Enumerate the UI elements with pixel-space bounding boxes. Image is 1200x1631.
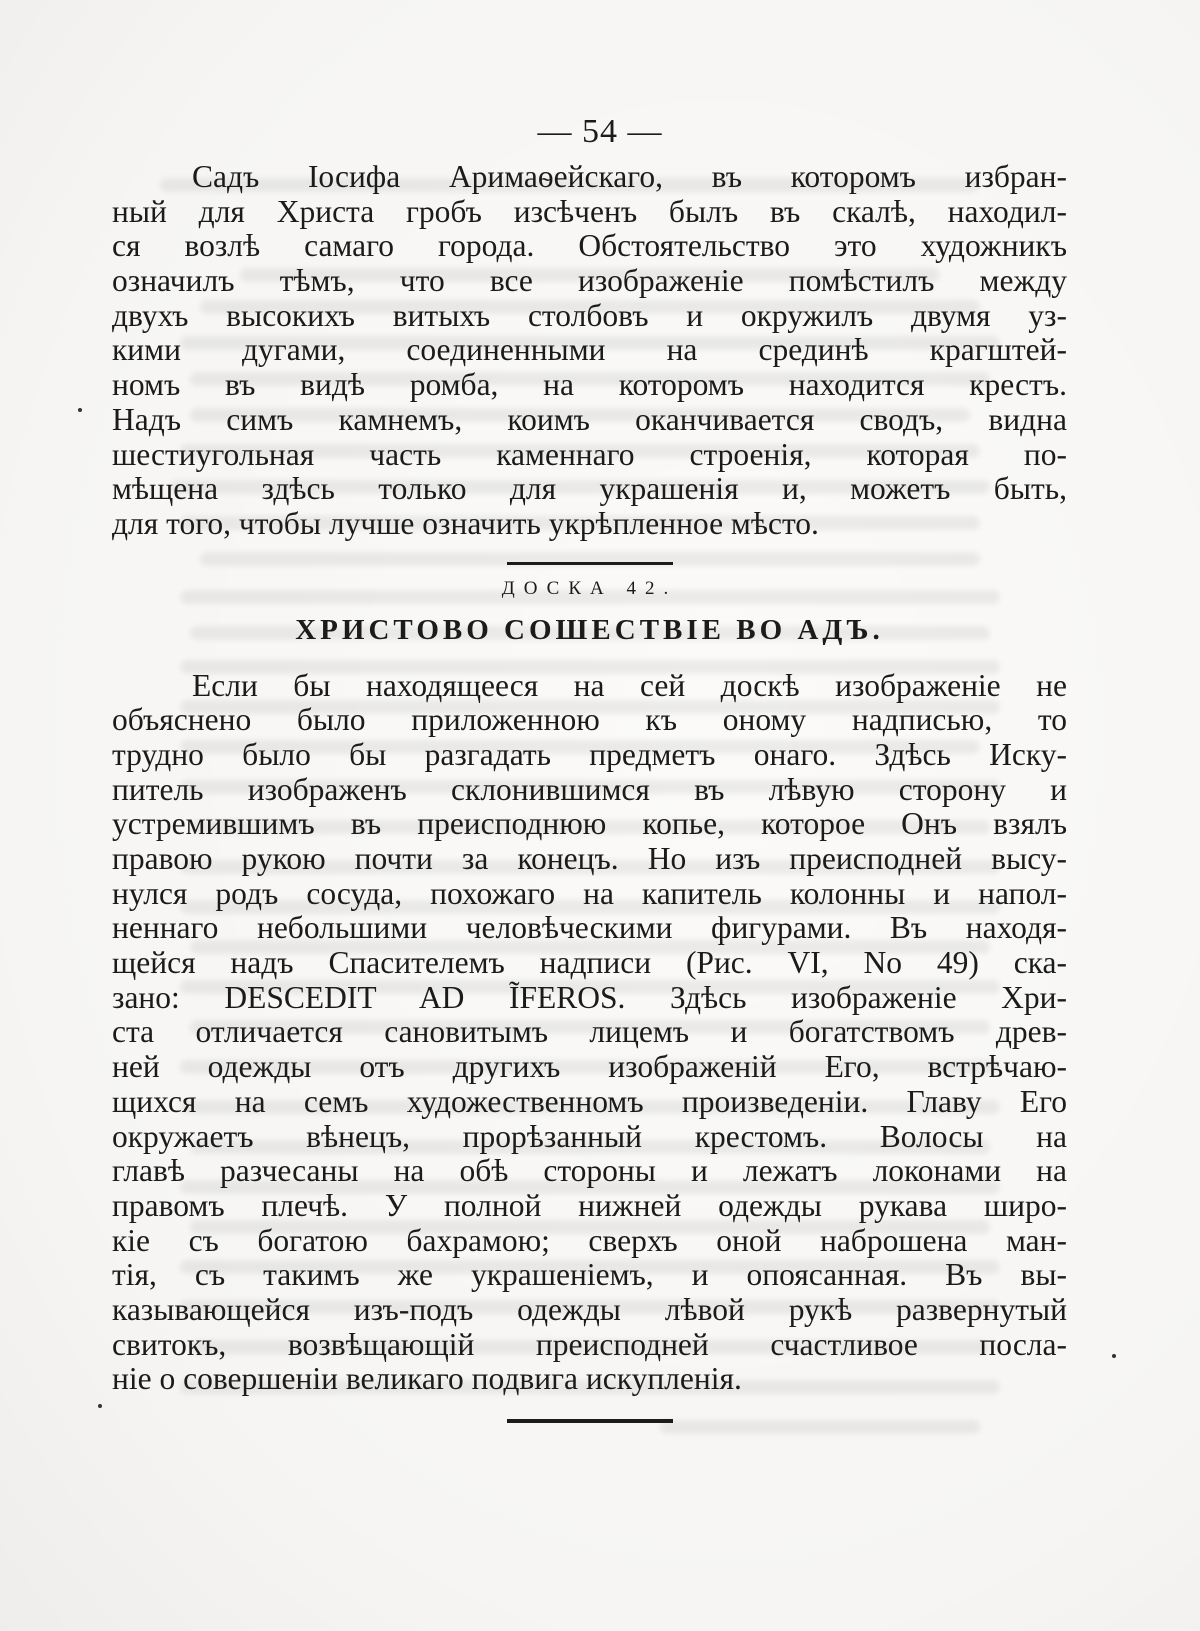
text-line: мѣщена здѣсь только для украшенія и, можетъ быть,: [112, 471, 1067, 507]
text-line: ся возлѣ самаго города. Обстоятельство это художникъ: [112, 228, 1067, 264]
text-line: Надъ симъ камнемъ, коимъ оканчивается сводъ, видна: [112, 401, 1067, 437]
text-line: окружаетъ вѣнецъ, прорѣзанный крестомъ. Волосы на: [112, 1118, 1067, 1154]
text-line: устремившимъ въ преисподнюю копье, которое Онъ взялъ: [112, 806, 1067, 842]
text-line: номъ въ видѣ ромба, на которомъ находится крестъ.: [112, 367, 1067, 403]
text-line: кими дугами, соединенными на срединѣ крагштей-: [112, 332, 1067, 368]
plate-label: ДОСКА 42.: [501, 577, 678, 599]
text-line: двухъ высокихъ витыхъ столбовъ и окружилъ двумя уз-: [112, 297, 1067, 333]
paragraph-joseph-garden: [112, 160, 1067, 542]
section-title: ХРИСТОВО СОШЕСТВІЕ ВО АДЪ.: [295, 613, 884, 646]
text-line: трудно было бы разгадать предметъ онаго. Здѣсь Иску-: [112, 736, 1067, 772]
text-line: свитокъ, возвѣщающій преисподней счастливое посла-: [112, 1326, 1067, 1362]
text-line: означилъ тѣмъ, что все изображеніе помѣстилъ между: [112, 263, 1067, 299]
text-line: нулся родъ сосуда, похожаго на капитель колонны и напол-: [112, 875, 1067, 911]
stray-ink-mark: [1112, 1354, 1116, 1358]
text-line: для того, чтобы лучше означить укрѣпленное мѣсто.: [112, 505, 819, 541]
page-body: [112, 160, 1067, 1423]
stray-ink-mark: [78, 408, 82, 412]
text-line: ней одежды отъ другихъ изображеній Его, встрѣчаю-: [112, 1049, 1067, 1085]
text-line: Садъ Іосифа Аримаѳейскаго, въ которомъ избран-: [192, 159, 1067, 194]
stray-ink-mark: [98, 1404, 102, 1408]
text-line: щихся на семъ художественномъ произведеніи. Главу Его: [112, 1083, 1067, 1119]
text-line: шестиугольная часть каменнаго строенія, которая по-: [112, 436, 1067, 472]
text-line: казывающейся изъ-подъ одежды лѣвой рукѣ развернутый: [112, 1291, 1067, 1327]
text-line: ніе о совершеніи великаго подвига искупленія.: [112, 1361, 742, 1397]
end-divider: [507, 1419, 673, 1423]
text-line: правою рукою почти за конецъ. Но изъ преисподней высу-: [112, 841, 1067, 876]
text-line: тія, съ такимъ же украшеніемъ, и опоясанная. Въ вы-: [112, 1257, 1067, 1293]
page-number: — 54 —: [537, 113, 663, 150]
text-line: кіе съ богатою бахрамою; сверхъ оной наброшена ман-: [112, 1222, 1067, 1258]
text-line: неннаго небольшими человѣческими фигурами. Въ находя-: [112, 910, 1067, 946]
text-line: зано: DESCEDIT AD ĨFEROS. Здѣсь изображеніе Хри-: [112, 979, 1067, 1015]
text-line: главѣ разчесаны на обѣ стороны и лежатъ локонами на: [112, 1153, 1067, 1189]
text-line: объяснено было приложенною къ оному надписью, то: [112, 702, 1067, 738]
text-line: Если бы находящееся на сей доскѣ изображеніе не: [192, 667, 1067, 703]
text-line: ный для Христа гробъ изсѣченъ былъ въ скалѣ, находил-: [112, 193, 1067, 229]
text-line: правомъ плечѣ. У полной нижней одежды рукава широ-: [112, 1187, 1067, 1223]
text-line: ста отличается сановитымъ лицемъ и богатствомъ древ-: [112, 1014, 1067, 1050]
text-line: питель изображенъ склонившимся въ лѣвую сторону и: [112, 771, 1067, 807]
paragraph-descent-into-hell: [112, 669, 1067, 1397]
section-divider: [507, 562, 673, 565]
text-line: щейся надъ Спасителемъ надписи (Рис. VI, No 49) ска-: [112, 945, 1067, 981]
